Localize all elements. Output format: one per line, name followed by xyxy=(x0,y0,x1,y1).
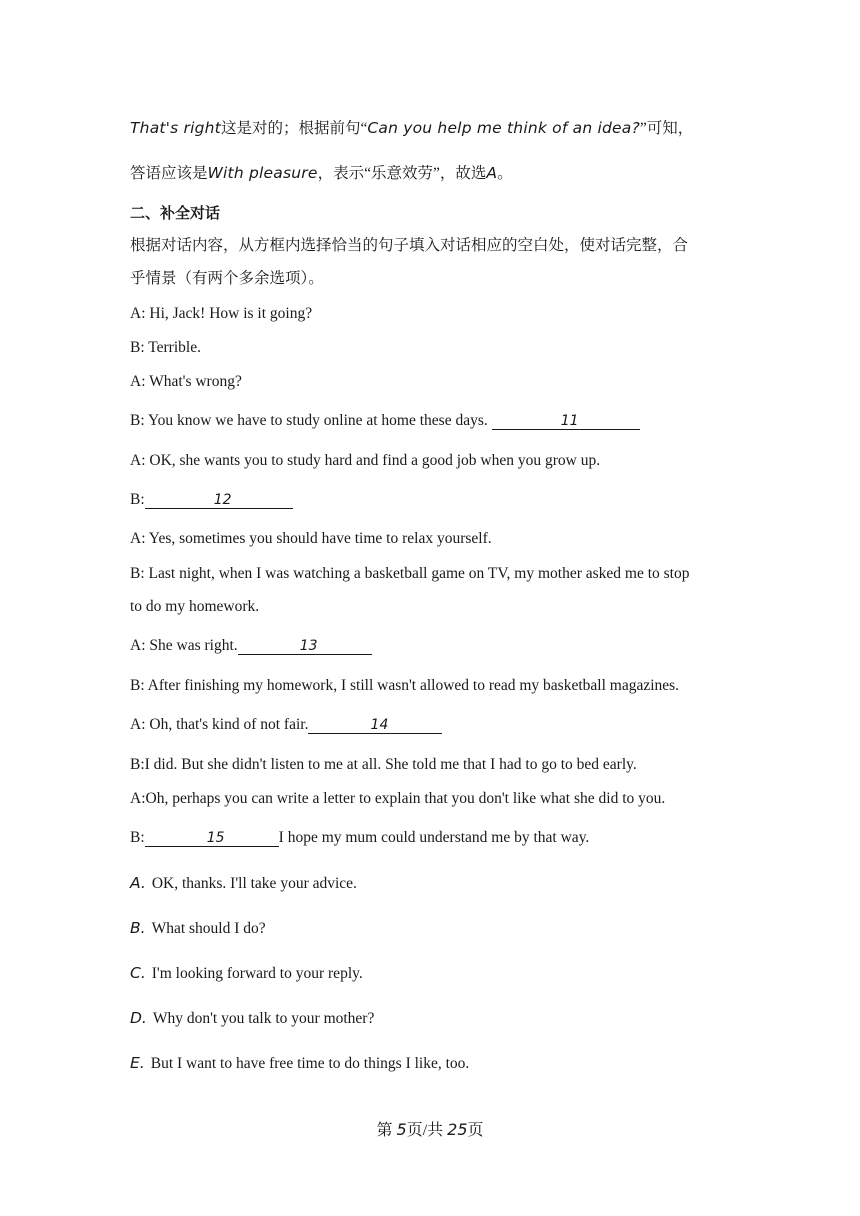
dialogue-line: A: OK, she wants you to study hard and find a good job when you grow up. xyxy=(130,452,601,469)
dialogue-text: B: You know we have to study online at home these days. xyxy=(130,412,492,429)
option-text: OK, thanks. I'll take your advice. xyxy=(151,875,357,892)
explanation-text: ”可知， xyxy=(639,120,694,137)
quote-with-pleasure: With pleasure xyxy=(207,164,318,182)
option-letter: E. xyxy=(130,1054,145,1072)
section-instruction-1: 根据对话内容，从方框内选择恰当的句子填入对话相应的空白处，使对话完整，合 xyxy=(130,237,689,254)
total-pages: 25 xyxy=(447,1120,468,1139)
dialogue-line: A: Yes, sometimes you should have time to relax yourself. xyxy=(130,530,492,547)
explanation-text: 这是对的；根据前句“ xyxy=(220,120,368,137)
option-a xyxy=(130,873,357,894)
dialogue-line-with-blank xyxy=(130,715,442,735)
option-d xyxy=(130,1008,374,1029)
quote-thats-right: That's right xyxy=(130,119,221,137)
answer-letter: A xyxy=(486,164,498,182)
footer-text: 页/共 xyxy=(406,1122,448,1139)
blank-number: 13 xyxy=(299,638,318,654)
dialogue-line-with-blank xyxy=(130,828,589,848)
option-letter: B. xyxy=(130,919,146,937)
quote-question: Can you help me think of an idea? xyxy=(367,119,640,137)
dialogue-line: B: Last night, when I was watching a basketball game on TV, my mother asked me to stop xyxy=(130,565,690,582)
section-title: 二、补全对话 xyxy=(130,204,221,222)
footer-text: 第 xyxy=(376,1122,397,1139)
dialogue-line: A:Oh, perhaps you can write a letter to explain that you don't like what she did to you. xyxy=(130,790,666,807)
section-instruction-2: 乎情景（有两个多余选项）。 xyxy=(130,270,324,287)
blank-14[interactable] xyxy=(308,716,442,734)
option-letter: A. xyxy=(130,874,146,892)
option-letter: D. xyxy=(130,1009,147,1027)
dialogue-line: to do my homework. xyxy=(130,598,260,615)
dialogue-text: B: xyxy=(130,491,145,508)
dialogue-text: I hope my mum could understand me by that way. xyxy=(278,829,590,846)
option-letter: C. xyxy=(130,964,146,982)
dialogue-line: B:I did. But she didn't listen to me at all. She told me that I had to go to bed early. xyxy=(130,756,637,773)
explanation-line-2 xyxy=(130,163,513,184)
dialogue-text: A: She was right. xyxy=(130,637,238,654)
dialogue-line: A: Hi, Jack! How is it going? xyxy=(130,305,313,322)
dialogue-line: B: Terrible. xyxy=(130,339,201,356)
option-text: What should I do? xyxy=(151,920,266,937)
blank-13[interactable] xyxy=(238,637,372,655)
option-text: Why don't you talk to your mother? xyxy=(152,1010,375,1027)
explanation-text: 答语应该是 xyxy=(130,165,208,182)
explanation-line-1 xyxy=(130,118,693,139)
dialogue-line-with-blank xyxy=(130,490,293,510)
blank-number: 12 xyxy=(213,492,232,508)
blank-11[interactable] xyxy=(492,412,640,430)
dialogue-line-with-blank xyxy=(130,636,372,656)
dialogue-line-with-blank xyxy=(130,411,640,431)
blank-12[interactable] xyxy=(145,491,293,509)
option-text: But I want to have free time to do things I like, too. xyxy=(150,1055,470,1072)
explanation-text: ，表示“乐意效劳”，故选 xyxy=(317,165,487,182)
explanation-text: 。 xyxy=(497,165,513,182)
dialogue-text: A: Oh, that's kind of not fair. xyxy=(130,716,309,733)
option-b xyxy=(130,918,266,939)
blank-number: 14 xyxy=(370,717,389,733)
dialogue-line: B: After finishing my homework, I still wasn't allowed to read my basketball magazines. xyxy=(130,677,680,694)
blank-15[interactable] xyxy=(145,829,279,847)
option-e xyxy=(130,1053,469,1074)
blank-number: 11 xyxy=(560,413,579,429)
dialogue-line: A: What's wrong? xyxy=(130,373,242,390)
page-footer xyxy=(0,1117,860,1140)
dialogue-text: B: xyxy=(130,829,145,846)
blank-number: 15 xyxy=(206,830,225,846)
footer-text: 页 xyxy=(467,1122,484,1139)
option-text: I'm looking forward to your reply. xyxy=(151,965,363,982)
option-c xyxy=(130,963,363,984)
page-number: 5 xyxy=(396,1120,407,1139)
